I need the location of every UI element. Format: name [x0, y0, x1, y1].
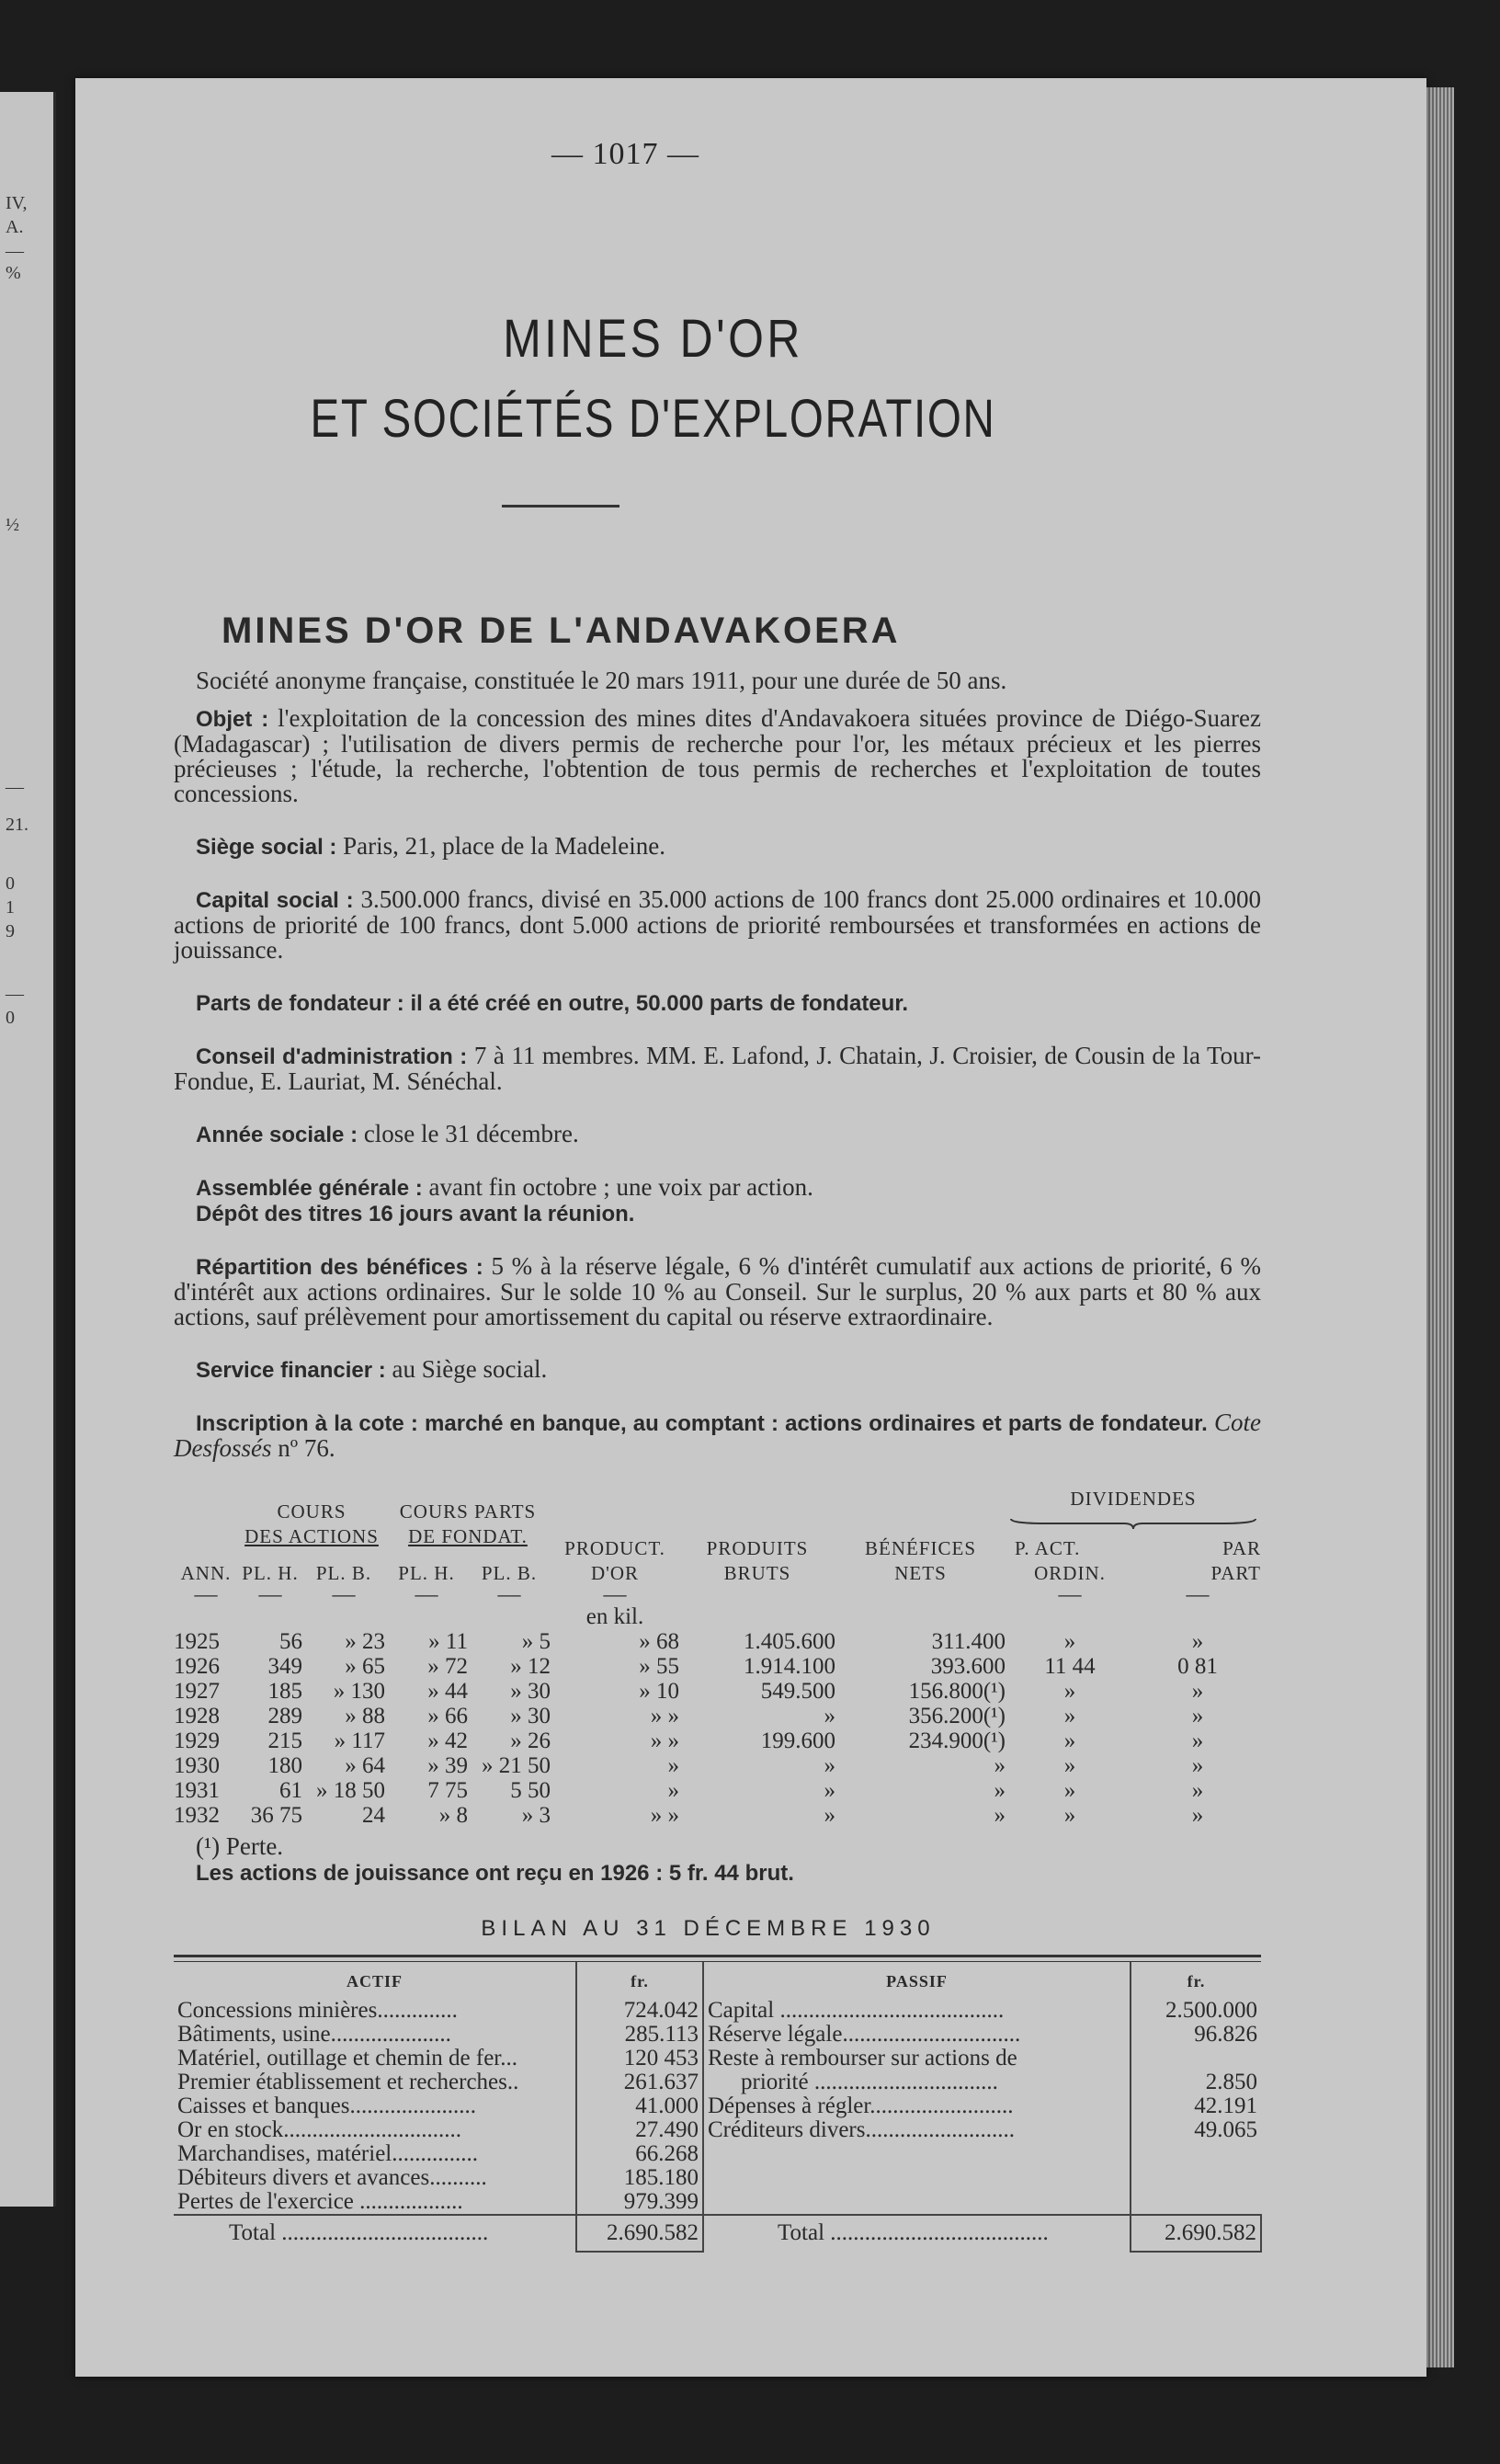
page-edges — [1426, 87, 1454, 2367]
cell-div_a: » — [1063, 1803, 1076, 1828]
bilan-row — [174, 2023, 1261, 2047]
col-pl-b: PL. B. — [315, 1562, 372, 1584]
col-product-2: D'OR — [590, 1562, 640, 1584]
cell-net: 156.800(¹) — [908, 1679, 1006, 1704]
cell-div_p: » — [1191, 1803, 1204, 1828]
repartition-text: 5 % à la réserve légale, 6 % d'intérêt cumulatif aux actions de priorité, 6 % d'intérêt aux actions ordinaires. Sur le solde 10 % au Conseil. Sur le surplus, 20 % aux parts et 80 % aux actions, sauf prélèvement pour amortissement du capital ou réserve extraordinaire. — [174, 1252, 1261, 1330]
cell-div_a: » — [1063, 1778, 1076, 1803]
conseil-label: Conseil d'administration : — [196, 1044, 468, 1069]
col-produits: PRODUITS — [706, 1537, 809, 1559]
inscription-text: marché en banque, au comptant : actions ordinaires et parts de fondateur. — [425, 1411, 1208, 1436]
history-table — [174, 1487, 1261, 1828]
passif-value — [1131, 2190, 1261, 2215]
cell-gold: » 55 — [639, 1654, 679, 1679]
cell-p_h: » 66 — [427, 1704, 468, 1728]
actif-label: Pertes de l'exercice .................. — [177, 2190, 463, 2214]
passif-label — [703, 2142, 1131, 2166]
cell-a_h: 349 — [267, 1654, 302, 1679]
total-label-passif: Total ...................................... — [703, 2215, 1131, 2252]
cell-p_b: 5 50 — [510, 1778, 551, 1803]
actif-label: Caisses et banques...................... — [177, 2094, 476, 2118]
cell-p_h: » 11 — [428, 1629, 468, 1654]
passif-value — [1131, 2166, 1261, 2190]
cell-gold: » 68 — [639, 1629, 679, 1654]
cell-gold: » » — [650, 1704, 679, 1728]
siege-label: Siège social : — [196, 835, 337, 860]
cell-p_h: » 44 — [427, 1679, 468, 1704]
cell-net: 311.400 — [931, 1629, 1006, 1654]
left-page-edge — [0, 92, 56, 2207]
cell-brut: » — [824, 1753, 835, 1778]
depot-text: Dépôt des titres 16 jours avant la réunion. — [196, 1202, 635, 1226]
annee-paragraph — [174, 1122, 1261, 1147]
bilan-row — [174, 1999, 1261, 2023]
cell-p_h: » 42 — [427, 1728, 468, 1753]
table-row — [174, 1778, 1261, 1803]
cell-gold: » 10 — [639, 1679, 679, 1704]
objet-paragraph — [174, 706, 1261, 806]
cell-ann: 1931 — [174, 1778, 220, 1803]
group-header-cours-actions: COURS DES ACTIONS — [244, 1500, 379, 1547]
cell-p_b: » 30 — [510, 1679, 551, 1704]
cell-a_b: » 88 — [345, 1704, 385, 1728]
cell-div_a: » — [1063, 1629, 1076, 1654]
margin-fragment: — — [6, 777, 24, 797]
cell-ann: 1929 — [174, 1728, 220, 1753]
cell-div_a: » — [1063, 1679, 1076, 1704]
cell-a_b: » 65 — [345, 1654, 385, 1679]
group-header-dividendes: DIVIDENDES P. ACT. PAR — [1006, 1487, 1261, 1561]
parts-text: il a été créé en outre, 50.000 parts de fondateur. — [410, 991, 908, 1016]
repartition-paragraph — [174, 1254, 1261, 1329]
table-row — [174, 1654, 1261, 1679]
passif-label: Dépenses à régler......................... — [708, 2094, 1014, 2118]
actif-value: 285.113 — [576, 2023, 703, 2047]
cell-p_b: » 21 50 — [482, 1753, 551, 1778]
table-row — [174, 1704, 1261, 1728]
cell-div_a: » — [1063, 1753, 1076, 1778]
section-title-line1: MINES D'OR — [503, 309, 803, 369]
cell-p_b: » 12 — [510, 1654, 551, 1679]
margin-fragment: 21. — [6, 815, 28, 835]
table-row — [174, 1728, 1261, 1753]
service-paragraph — [174, 1357, 1261, 1383]
bilan-row — [174, 2047, 1261, 2070]
cell-net: 234.900(¹) — [908, 1728, 1006, 1753]
col-benefices-2: NETS — [894, 1562, 947, 1584]
actif-value: 120 453 — [576, 2047, 703, 2070]
actif-value: 979.399 — [576, 2190, 703, 2215]
cell-ann: 1928 — [174, 1704, 220, 1728]
actif-value: 66.268 — [576, 2142, 703, 2166]
cell-p_h: » 8 — [438, 1803, 468, 1828]
col-ann: ANN. — [180, 1562, 232, 1584]
actif-value: 27.490 — [576, 2118, 703, 2142]
cell-p_b: » 3 — [521, 1803, 551, 1828]
col-pl-h2: PL. H. — [398, 1562, 455, 1584]
cell-brut: 549.500 — [760, 1679, 835, 1704]
bilan-table — [174, 1962, 1262, 2253]
intro-paragraph — [174, 668, 1261, 693]
col-produits-2: BRUTS — [723, 1562, 791, 1584]
table-row — [174, 1753, 1261, 1778]
cell-a_h: 180 — [267, 1753, 302, 1778]
bilan-row — [174, 2190, 1261, 2215]
company-name: MINES D'OR DE L'ANDAVAKOERA — [222, 610, 901, 651]
passif-header: PASSIF — [886, 1972, 948, 1991]
cell-div_a: » — [1063, 1728, 1076, 1753]
cote-name: Cote Desfossés — [174, 1409, 1262, 1462]
actif-label: Premier établissement et recherches.. — [177, 2070, 519, 2094]
unit-label: en kil. — [585, 1604, 644, 1629]
table-row — [174, 1803, 1261, 1828]
col-pl-b2: PL. B. — [481, 1562, 538, 1584]
passif-label: Créditeurs divers.......................... — [708, 2118, 1015, 2142]
service-text: au Siège social. — [392, 1355, 548, 1383]
cell-brut: » — [824, 1803, 835, 1828]
col-product: PRODUCT. — [564, 1537, 665, 1559]
dash-row: — — — — — — — — — [194, 1582, 1210, 1607]
cell-div_a: » — [1063, 1704, 1076, 1728]
cote-number: nº 76. — [278, 1434, 335, 1462]
conseil-paragraph — [174, 1044, 1261, 1094]
cell-net: 356.200(¹) — [908, 1704, 1006, 1728]
margin-fragment: ½ — [6, 515, 19, 535]
cell-net: » — [994, 1753, 1006, 1778]
cell-ann: 1927 — [174, 1679, 220, 1704]
annee-label: Année sociale : — [196, 1123, 358, 1147]
cell-a_b: » 117 — [334, 1728, 385, 1753]
title-rule — [502, 505, 619, 508]
bilan-row — [174, 2118, 1261, 2142]
bilan-row — [174, 2142, 1261, 2166]
passif-label — [703, 2190, 1131, 2215]
cell-p_h: » 72 — [427, 1654, 468, 1679]
margin-fragment: — — [6, 241, 24, 261]
total-label-actif: Total .................................... — [174, 2215, 576, 2252]
passif-value: 49.065 — [1131, 2118, 1261, 2142]
cell-gold: » » — [650, 1728, 679, 1753]
col-pl-h: PL. H. — [242, 1562, 299, 1584]
assemblee-paragraph — [174, 1175, 1261, 1226]
cell-brut: 199.600 — [760, 1728, 835, 1753]
actif-label: Bâtiments, usine..................... — [177, 2023, 451, 2047]
cell-net: » — [994, 1803, 1006, 1828]
objet-text: l'exploitation de la concession des mines dites d'Andavakoera situées province de Diégo-Suarez (Madagascar) ; l'utilisation de divers permis de recherche pour l'or, les métaux précieux et les pierres précieuses ; l'étude, la recherche, l'obtention de tous permis de recherches et l'exploitation de toutes concessions. — [174, 704, 1261, 807]
cell-a_b: » 23 — [345, 1629, 385, 1654]
section-title-line2: ET SOCIÉTÉS D'EXPLORATION — [310, 389, 996, 449]
margin-fragment: A. — [6, 217, 24, 237]
cell-div_p: » — [1191, 1778, 1204, 1803]
fr-header-passif: fr. — [1131, 1962, 1261, 1999]
cell-a_h: 36 75 — [250, 1803, 302, 1828]
brace-icon — [1009, 1517, 1257, 1530]
passif-value — [1131, 2142, 1261, 2166]
annee-text: close le 31 décembre. — [363, 1120, 579, 1147]
capital-label: Capital social : — [196, 888, 354, 913]
cell-a_h: 61 — [279, 1778, 302, 1803]
margin-fragment: 0 — [6, 1008, 15, 1028]
inscription-label: Inscription à la cote : — [196, 1411, 418, 1436]
margin-fragment: 0 — [6, 873, 15, 894]
passif-value: 2.500.000 — [1131, 1999, 1261, 2023]
cell-gold: » — [667, 1753, 679, 1778]
cell-p_b: » 30 — [510, 1704, 551, 1728]
cell-a_b: » 18 50 — [316, 1778, 385, 1803]
cell-ann: 1930 — [174, 1753, 220, 1778]
actif-label: Débiteurs divers et avances.......... — [177, 2166, 487, 2190]
bilan-row — [174, 2070, 1261, 2094]
note-perte: (¹) Perte. — [196, 1832, 284, 1860]
cell-a_b: 24 — [362, 1803, 385, 1828]
actif-label: Or en stock............................... — [177, 2118, 461, 2142]
cell-div_a: 11 44 — [1044, 1654, 1096, 1679]
cell-p_b: » 5 — [521, 1629, 551, 1654]
cell-gold: » » — [650, 1803, 679, 1828]
actif-value: 41.000 — [576, 2094, 703, 2118]
passif-label: priorité ................................ — [741, 2070, 998, 2094]
bilan-rule — [174, 1955, 1261, 1957]
siege-paragraph — [174, 834, 1261, 860]
bilan-row — [174, 2094, 1261, 2118]
margin-fragment: % — [6, 263, 21, 283]
cell-brut: 1.405.600 — [744, 1629, 835, 1654]
intro-text: Société anonyme française, constituée le 20 mars 1911, pour une durée de 50 ans. — [196, 667, 1007, 694]
col-benefices: BÉNÉFICES — [864, 1537, 976, 1559]
passif-label — [703, 2166, 1131, 2190]
fr-header-actif: fr. — [576, 1962, 703, 1999]
cell-div_p: » — [1191, 1728, 1204, 1753]
cell-p_b: » 26 — [510, 1728, 551, 1753]
cell-div_p: » — [1191, 1679, 1204, 1704]
actif-value: 185.180 — [576, 2166, 703, 2190]
cell-ann: 1925 — [174, 1629, 220, 1654]
cell-net: 393.600 — [930, 1654, 1006, 1679]
passif-value: 2.850 — [1131, 2070, 1261, 2094]
col-par-2: PART — [1210, 1562, 1261, 1584]
cell-a_b: » 64 — [345, 1753, 385, 1778]
margin-fragment: — — [6, 984, 24, 1004]
bilan-title: BILAN AU 31 DÉCEMBRE 1930 — [481, 1916, 936, 1941]
actif-label: Marchandises, matériel............... — [177, 2142, 478, 2166]
cell-brut: » — [824, 1778, 835, 1803]
actif-label: Matériel, outillage et chemin de fer... — [177, 2047, 517, 2070]
cell-div_p: » — [1191, 1704, 1204, 1728]
assemblee-label: Assemblée générale : — [196, 1176, 423, 1201]
col-pact-2: ORDIN. — [1034, 1562, 1106, 1584]
cell-net: » — [994, 1778, 1006, 1803]
inscription-paragraph — [174, 1410, 1261, 1461]
cell-ann: 1932 — [174, 1803, 220, 1828]
bilan-row — [174, 2166, 1261, 2190]
passif-value: 96.826 — [1131, 2023, 1261, 2047]
passif-label: Reste à rembourser sur actions de — [708, 2047, 1017, 2070]
cell-brut: » — [824, 1704, 835, 1728]
siege-text: Paris, 21, place de la Madeleine. — [343, 832, 666, 860]
objet-label: Objet : — [196, 707, 269, 732]
passif-label: Capital ....................................... — [708, 1999, 1005, 2023]
cell-a_h: 56 — [279, 1629, 302, 1654]
margin-fragment: 1 — [6, 897, 15, 918]
note-jouissance: Les actions de jouissance ont reçu en 1926 : 5 fr. 44 brut. — [196, 1861, 794, 1886]
actif-value: 724.042 — [576, 1999, 703, 2023]
table-row — [174, 1629, 1261, 1654]
cell-ann: 1926 — [174, 1654, 220, 1679]
cell-div_p: » — [1191, 1753, 1204, 1778]
bilan-total-row — [174, 2215, 1261, 2252]
repartition-label: Répartition des bénéfices : — [196, 1255, 483, 1280]
group-header-cours-parts: COURS PARTS DE FONDAT. — [399, 1500, 537, 1547]
total-actif: 2.690.582 — [576, 2215, 703, 2252]
assemblee-text: avant fin octobre ; une voix par action. — [428, 1173, 813, 1201]
cell-a_h: 289 — [267, 1704, 302, 1728]
parts-label: Parts de fondateur : — [196, 991, 404, 1016]
cell-a_h: 215 — [267, 1728, 302, 1753]
margin-fragment: IV, — [6, 193, 28, 213]
capital-text: 3.500.000 francs, divisé en 35.000 actions de 100 francs dont 25.000 ordinaires et 10.000 actions de priorité de 100 francs, dont 5.000 actions de priorité remboursées et transformées en actions de jouissance. — [174, 885, 1261, 964]
conseil-text: 7 à 11 membres. MM. E. Lafond, J. Chatain, J. Croisier, de Cousin de la Tour-Fondue, E. Lauriat, M. Sénéchal. — [174, 1042, 1262, 1095]
passif-value — [1131, 2047, 1261, 2070]
cell-gold: » — [667, 1778, 679, 1803]
page-number: — 1017 — — [551, 137, 699, 171]
actif-header: ACTIF — [346, 1972, 403, 1991]
book-page — [75, 78, 1426, 2377]
cell-p_h: » 39 — [427, 1753, 468, 1778]
service-label: Service financier : — [196, 1358, 386, 1383]
capital-paragraph — [174, 887, 1261, 963]
cell-div_p: 0 81 — [1177, 1654, 1218, 1679]
cell-div_p: » — [1191, 1629, 1204, 1654]
page-content — [174, 137, 1261, 2253]
table-row — [174, 1679, 1261, 1704]
passif-label: Réserve légale............................... — [708, 2023, 1021, 2047]
actif-label: Concessions minières.............. — [177, 1999, 458, 2023]
margin-fragment: 9 — [6, 921, 15, 941]
cell-brut: 1.914.100 — [744, 1654, 835, 1679]
total-passif: 2.690.582 — [1131, 2215, 1261, 2252]
parts-paragraph — [174, 990, 1261, 1016]
passif-value: 42.191 — [1131, 2094, 1261, 2118]
cell-a_b: » 130 — [333, 1679, 385, 1704]
notes — [174, 1833, 1261, 1887]
cell-p_h: 7 75 — [427, 1778, 468, 1803]
actif-value: 261.637 — [576, 2070, 703, 2094]
cell-a_h: 185 — [267, 1679, 302, 1704]
